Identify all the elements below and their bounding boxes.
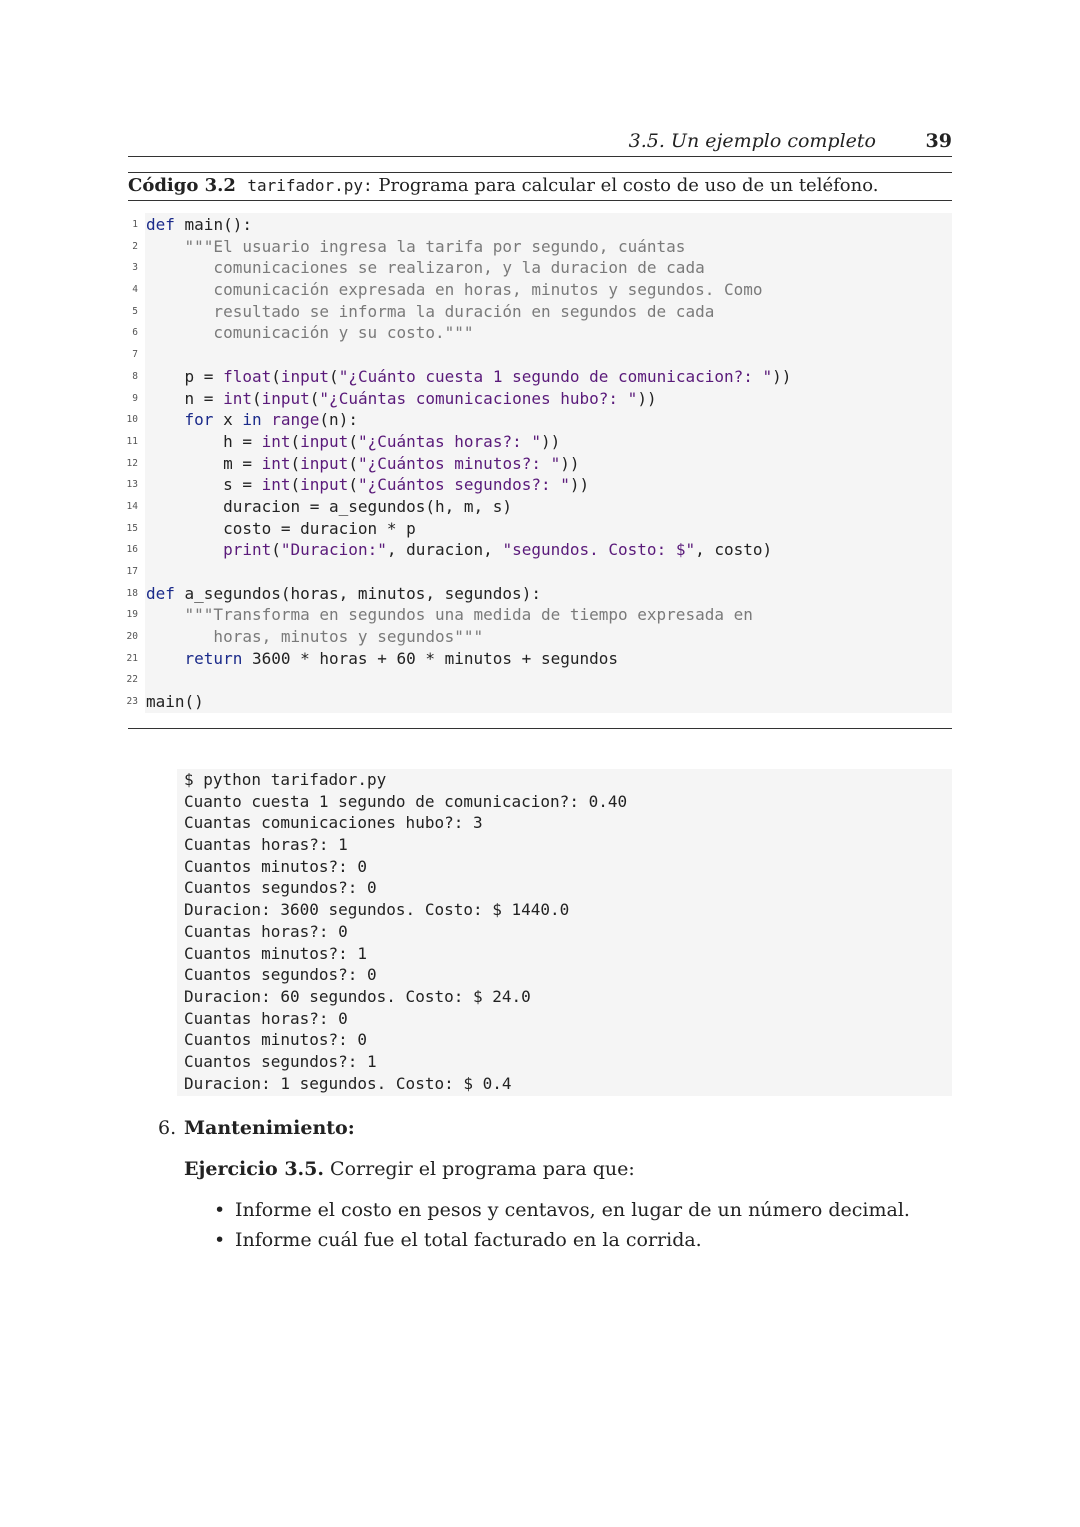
terminal-line: Cuantos segundos?: 0 [184, 878, 377, 898]
header-rule [128, 156, 952, 157]
code-builtin: input [300, 431, 349, 451]
line-number: 5 [132, 305, 138, 317]
code-text: h = [146, 431, 262, 451]
code-text: ( [271, 540, 281, 560]
code-line [110, 322, 791, 344]
code-string: "¿Cuántos segundos?: " [357, 475, 570, 495]
terminal-line: Duracion: 3600 segundos. Costo: $ 1440.0 [184, 900, 570, 920]
code-keyword: def [146, 583, 175, 603]
listing-filename: tarifador.py: [247, 176, 373, 195]
code-builtin: input [300, 453, 349, 473]
exercise-label: Ejercicio 3.5. [184, 1158, 324, 1180]
code-line [110, 257, 791, 279]
code-line [110, 626, 791, 648]
line-number: 7 [132, 349, 138, 361]
code-string: "¿Cuántas horas?: " [357, 431, 541, 451]
code-line [110, 669, 791, 691]
code-text: duracion = a_segundos(h, m, s) [146, 496, 513, 516]
code-text: a_segundos(horas, minutos, segundos): [174, 583, 541, 603]
line-number: 3 [132, 262, 138, 274]
code-text: (n): [319, 410, 358, 430]
code-text: ( [348, 431, 358, 451]
code-docstring: resultado se informa la duración en segundos de cada [146, 301, 715, 321]
code-text: )) [560, 453, 580, 473]
exercise-text: Corregir el programa para que: [330, 1158, 635, 1180]
code-text: ( [309, 388, 320, 408]
code-builtin: int [261, 431, 291, 451]
code-builtin: float [223, 366, 272, 386]
code-line [110, 388, 791, 410]
code-text: main() [146, 692, 204, 712]
line-number: 13 [126, 479, 138, 491]
code-docstring: """El usuario ingresa la tarifa por segundo, cuántas [146, 236, 686, 256]
listing-rule-mid [128, 200, 952, 201]
header-section-title: 3.5. Un ejemplo completo [628, 130, 876, 152]
code-line [110, 301, 791, 323]
terminal-line: Cuantos minutos?: 0 [184, 1030, 368, 1050]
item-title: Mantenimiento: [184, 1117, 355, 1139]
code-text: costo = duracion * p [146, 518, 416, 538]
code-keyword: return [184, 648, 243, 668]
line-number: 2 [132, 240, 138, 252]
terminal-line: Cuantos minutos?: 0 [184, 856, 368, 876]
code-line [110, 366, 791, 388]
bullet-text: Informe el costo en pesos y centavos, en lugar de un número decimal. [235, 1199, 910, 1221]
line-number: 23 [126, 696, 138, 708]
code-string: "¿Cuántas comunicaciones hubo?: " [319, 388, 638, 408]
code-builtin: int [261, 475, 291, 495]
code-line [110, 214, 791, 236]
code-line [110, 539, 791, 561]
line-number: 11 [126, 435, 138, 447]
code-text: ( [290, 475, 301, 495]
code-text [146, 649, 185, 668]
code-text: x [213, 410, 243, 430]
terminal-output [184, 769, 627, 1094]
code-text [146, 410, 185, 429]
code-builtin: input [280, 366, 330, 386]
code-text: , costo) [695, 540, 773, 560]
code-string: "Duracion:" [280, 540, 387, 560]
code-text: 3600 * horas + 60 * minutos + segundos [242, 648, 619, 668]
line-number: 21 [126, 652, 138, 664]
code-line [110, 474, 791, 496]
line-number: 19 [126, 609, 138, 621]
code-line [110, 431, 791, 453]
code-string: "segundos. Costo: $" [502, 540, 696, 560]
bullet-icon: • [214, 1199, 226, 1221]
terminal-line: Cuantos segundos?: 0 [184, 965, 377, 985]
code-builtin: range [271, 410, 320, 430]
code-line [110, 453, 791, 475]
item-number: 6. [158, 1117, 177, 1139]
exercise [184, 1158, 635, 1180]
code-line [110, 604, 791, 626]
line-number: 14 [126, 500, 138, 512]
list-item [214, 1195, 910, 1225]
terminal-line: Cuantas horas?: 0 [184, 1008, 348, 1028]
code-text: )) [637, 388, 657, 408]
bullet-text: Informe cuál fue el total facturado en la corrida. [235, 1229, 702, 1251]
code-text: m = [146, 453, 262, 473]
line-number: 12 [126, 457, 138, 469]
terminal-line: Cuantos minutos?: 1 [184, 943, 368, 963]
listing-caption [128, 174, 952, 198]
terminal-line: Cuantas horas?: 0 [184, 921, 348, 941]
code-listing [110, 214, 791, 713]
terminal-line: Cuantas comunicaciones hubo?: 3 [184, 813, 483, 833]
line-number: 6 [132, 327, 138, 339]
code-keyword: in [242, 410, 262, 430]
code-text: ( [290, 453, 301, 473]
code-keyword: for [184, 410, 214, 430]
code-line [110, 279, 791, 301]
code-text: )) [569, 475, 590, 495]
code-text: ( [329, 366, 339, 386]
listing-description: Programa para calcular el costo de uso de un teléfono. [378, 175, 879, 196]
code-text: main(): [174, 215, 252, 234]
line-number: 20 [126, 631, 138, 643]
terminal-line: Cuanto cuesta 1 segundo de comunicacion?: 0.40 [184, 791, 628, 811]
code-text [262, 410, 272, 429]
listing-rule-bottom [128, 728, 952, 729]
code-text [146, 540, 223, 559]
bullet-icon: • [214, 1229, 226, 1251]
code-string: "¿Cuánto cuesta 1 segundo de comunicacion?: " [338, 366, 773, 386]
code-builtin: input [261, 388, 310, 408]
page-header [128, 130, 952, 156]
exercise-bullets [214, 1195, 910, 1255]
code-builtin: int [261, 453, 291, 473]
code-string: "¿Cuántos minutos?: " [357, 453, 561, 473]
code-text: )) [540, 431, 561, 451]
code-line [110, 344, 791, 366]
terminal-line: $ python tarifador.py [184, 770, 387, 789]
code-line [110, 496, 791, 518]
line-number: 8 [132, 370, 138, 382]
code-keyword: def [146, 215, 175, 234]
code-text: ( [348, 453, 358, 473]
list-item [214, 1225, 910, 1255]
code-text: ( [290, 431, 301, 451]
line-number: 10 [126, 414, 138, 426]
line-number: 17 [126, 566, 138, 577]
terminal-line: Cuantos segundos?: 1 [184, 1051, 377, 1071]
terminal-line: Duracion: 1 segundos. Costo: $ 0.4 [184, 1073, 512, 1093]
code-builtin: int [223, 388, 252, 408]
code-line [110, 648, 791, 670]
code-builtin: input [300, 475, 349, 495]
code-docstring: comunicaciones se realizaron, y la duracion de cada [146, 258, 705, 278]
code-text: p = [146, 366, 224, 386]
line-number: 18 [126, 587, 138, 599]
maintenance-heading [158, 1117, 355, 1139]
code-line [110, 409, 791, 431]
line-number: 9 [132, 392, 138, 404]
code-line [110, 518, 791, 540]
line-number: 22 [126, 674, 138, 686]
code-line [110, 691, 791, 713]
code-text: n = [146, 388, 224, 408]
code-line [110, 583, 791, 605]
line-number: 1 [132, 219, 138, 230]
code-text: , duracion, [386, 540, 503, 560]
terminal-line: Cuantas horas?: 1 [184, 835, 348, 855]
line-number: 4 [132, 284, 138, 296]
code-text: s = [146, 475, 262, 495]
line-number: 16 [126, 544, 138, 556]
code-text: ( [348, 475, 358, 495]
terminal-line: Duracion: 60 segundos. Costo: $ 24.0 [184, 986, 531, 1006]
listing-label: Código 3.2 [128, 175, 236, 196]
code-docstring: comunicación y su costo.""" [146, 323, 474, 343]
code-text: ( [251, 388, 262, 408]
code-builtin: print [223, 540, 272, 560]
code-docstring: horas, minutos y segundos""" [146, 627, 484, 647]
listing-rule-top [128, 172, 952, 173]
page-number: 39 [925, 130, 952, 152]
code-line [110, 236, 791, 258]
code-text: ( [271, 366, 281, 386]
code-docstring: comunicación expresada en horas, minutos y segundos. Como [146, 280, 763, 300]
code-line [110, 561, 791, 583]
code-text: )) [772, 366, 792, 386]
code-docstring: """Transforma en segundos una medida de tiempo expresada en [146, 605, 753, 625]
line-number: 15 [126, 522, 138, 534]
